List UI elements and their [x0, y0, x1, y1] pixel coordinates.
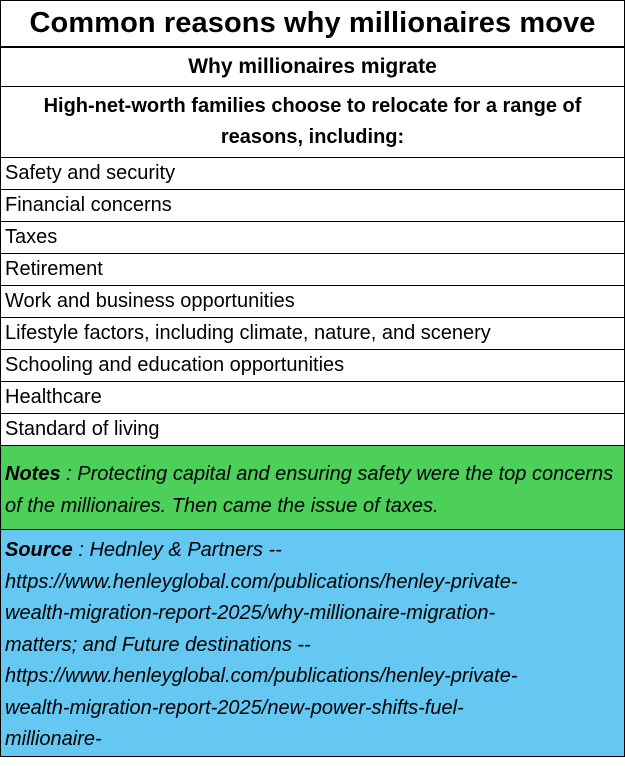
source-cell: [1, 530, 624, 756]
source-text: : Hednley & Partners --: [72, 539, 282, 561]
reason-row: Healthcare: [1, 382, 624, 414]
reason-row: Retirement: [1, 254, 624, 286]
source-line: wealth-migration-report-2025/why-millionaire-migration-: [5, 602, 496, 624]
table-title: Common reasons why millionaires move: [1, 1, 624, 48]
reason-row: Schooling and education opportunities: [1, 350, 624, 382]
notes-cell: [1, 446, 624, 530]
reason-row: Safety and security: [1, 158, 624, 190]
table-subtitle: Why millionaires migrate: [1, 48, 624, 87]
source-line: https://www.henleyglobal.com/publications/henley-private-: [5, 570, 518, 593]
intro-text: High-net-worth families choose to relocate for a range of reasons, including:: [1, 87, 624, 158]
source-line: https://www.henleyglobal.com/publications/henley-private-: [5, 665, 518, 687]
source-line: [5, 535, 618, 567]
reason-row: Financial concerns: [1, 190, 624, 222]
reason-row: Standard of living: [1, 414, 624, 446]
source-label: Source: [5, 539, 73, 561]
reason-row: Lifestyle factors, including climate, nature, and scenery: [1, 318, 624, 350]
notes-label: Notes: [5, 463, 61, 485]
source-line: millionaire-: [5, 728, 102, 750]
notes-text: : Protecting capital and ensuring safety were the top concerns of the millionaires. Then came the issue of taxes.: [5, 463, 614, 517]
source-line: wealth-migration-report-2025/new-power-shifts-fuel-: [5, 696, 464, 719]
reason-row: Taxes: [1, 222, 624, 254]
source-line: matters; and Future destinations --: [5, 633, 311, 656]
reason-row: Work and business opportunities: [1, 286, 624, 318]
